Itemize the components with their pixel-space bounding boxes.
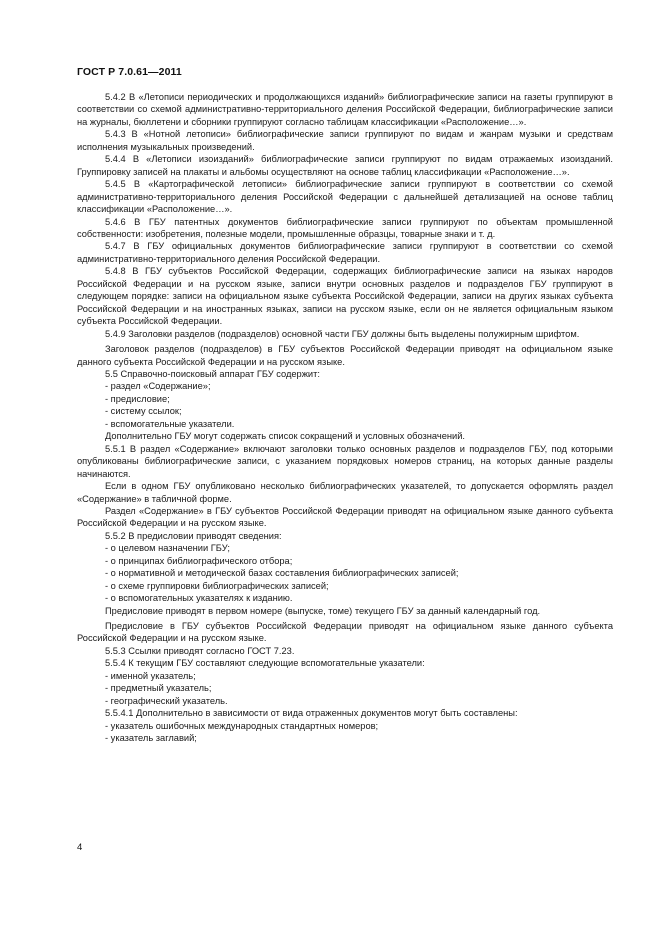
list-item: - о нормативной и методической базах составления библиографических записей; [105, 568, 459, 579]
list-item: - именной указатель; [105, 670, 196, 681]
paragraph: Раздел «Содержание» в ГБУ субъектов Российской Федерации приводят на официальном языке данного субъекта Российской Федерации и на русском языке. [77, 505, 613, 529]
list-item: - указатель ошибочных международных стандартных номеров; [105, 720, 379, 731]
paragraph: 5.5.3 Ссылки приводят согласно ГОСТ 7.23. [105, 645, 295, 656]
list-item: - о целевом назначении ГБУ; [105, 543, 230, 554]
list-item: - раздел «Содержание»; [105, 381, 211, 392]
list-item: - о вспомогательных указателях к изданию. [105, 593, 293, 604]
paragraph: Предисловие приводят в первом номере (выпуске, томе) текущего ГБУ за данный календарный год. [105, 605, 541, 616]
paragraph: 5.4.6 В ГБУ патентных документов библиографические записи группируют по объектам промышленной собственности: изобретения, полезные модели, промышленные образцы, товарные знаки и т. д. [77, 216, 613, 239]
list-item: - систему ссылок; [105, 406, 182, 417]
page-number: 4 [77, 842, 83, 853]
list-item: - предметный указатель; [105, 683, 212, 694]
paragraph: Если в одном ГБУ опубликовано несколько библиографических указателей, то допускается оформлять раздел «Содержание» в табличной форме. [77, 481, 613, 504]
paragraph: 5.4.8 В ГБУ субъектов Российской Федерации, содержащих библиографические записи на языках народов Российской Федерации и на русском языке, записи внутри основных разделов и подразделов ГБУ группируют в следующем порядке: записи на официальном языке субъекта Российской Федерации, записи на других языках субъекта Российской Федерации и на иностранных языках, записи на русском языке, если он не является официальным языком субъекта Российской Федерации. [77, 266, 613, 327]
paragraph: 5.4.7 В ГБУ официальных документов библиографические записи группируют в соответствии со схемой административно-территориального деления Российской Федерации. [77, 241, 613, 264]
document-header: ГОСТ Р 7.0.61—2011 [77, 66, 182, 78]
paragraph: 5.5 Справочно-поисковый аппарат ГБУ содержит: [105, 368, 320, 379]
paragraph: 5.5.2 В предисловии приводят сведения: [105, 530, 282, 541]
document-body [77, 91, 613, 745]
paragraph: 5.5.4.1 Дополнительно в зависимости от вида отраженных документов могут быть составлены: [105, 708, 518, 719]
list-item: - предисловие; [105, 393, 170, 404]
paragraph: Предисловие в ГБУ субъектов Российской Федерации приводят на официальном языке данного субъекта Российской Федерации и на русском языке. [77, 621, 613, 644]
list-item: - указатель заглавий; [105, 733, 197, 744]
paragraph: 5.4.9 Заголовки разделов (подразделов) основной части ГБУ должны быть выделены полужирным шрифтом. [105, 328, 580, 339]
paragraph: 5.4.3 В «Нотной летописи» библиографические записи группируют по видам и жанрам музыки и средствам исполнения музыкальных произведений. [77, 129, 613, 152]
paragraph: Заголовок разделов (подразделов) в ГБУ субъектов Российской Федерации приводят на официальном языке данного субъекта Российской Федерации и на русском языке. [77, 344, 613, 367]
paragraph: Дополнительно ГБУ могут содержать список сокращений и условных обозначений. [105, 431, 465, 442]
list-item: - о принципах библиографического отбора; [105, 555, 293, 566]
paragraph: 5.5.4 К текущим ГБУ составляют следующие вспомогательные указатели: [105, 658, 425, 669]
paragraph: 5.5.1 В раздел «Содержание» включают заголовки только основных разделов и подразделов ГБУ, под которыми опубликованы библиографические записи, с указанием порядковых номеров страниц, на которых данные разделы начинаются. [77, 443, 613, 479]
paragraph: 5.4.4 В «Летописи изоизданий» библиографические записи группируют по видам отражаемых изоизданий. Группировку записей на плакаты и альбомы осуществляют на основе таблиц классификации «Расположение…». [77, 154, 613, 177]
list-item: - географический указатель. [105, 695, 228, 706]
paragraph: 5.4.5 В «Картографической летописи» библиографические записи группируют в соответствии со схемой административно-территориального деления Российской Федерации с дальнейшей детализацией на основе таблиц классификации «Расположение…». [77, 179, 613, 215]
paragraph: 5.4.2 В «Летописи периодических и продолжающихся изданий» библиографические записи на газеты группируют в соответствии со схемой административно-территориального деления Российской Федерации, библиографические записи на журналы, бюллетени и сборники группируют согласно таблицам классификации «Расположение…». [77, 92, 613, 127]
list-item: - о схеме группировки библиографических записей; [105, 580, 329, 591]
list-item: - вспомогательные указатели. [105, 418, 235, 429]
